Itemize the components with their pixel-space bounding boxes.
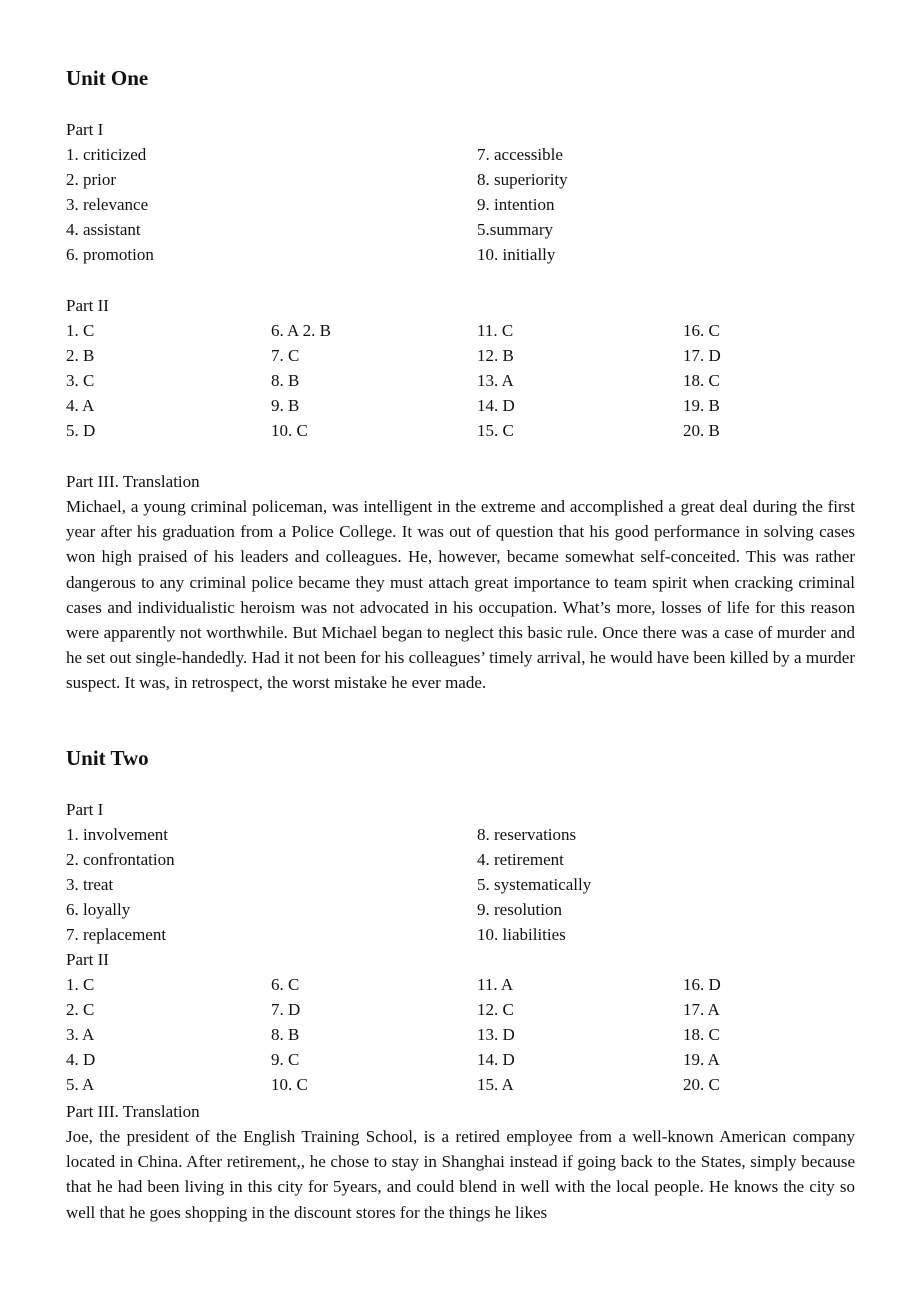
- answer-item: 3. relevance: [66, 195, 149, 214]
- answer-row: [66, 1047, 855, 1072]
- answer-item: 16. D: [683, 975, 721, 994]
- unit-two-part1-answers: [66, 822, 855, 947]
- answer-row: [66, 1072, 855, 1097]
- unit-two-part2-answers: [66, 972, 855, 1097]
- answer-item: 16. C: [683, 321, 720, 340]
- answer-item: 3. treat: [66, 875, 114, 894]
- answer-item: 9. intention: [477, 195, 555, 214]
- answer-item: 19. B: [683, 396, 720, 415]
- answer-item: 20. C: [683, 1075, 720, 1094]
- unit-two-part1-label: Part I: [66, 800, 104, 819]
- answer-item: 2. C: [66, 1000, 95, 1019]
- answer-item: 8. superiority: [477, 170, 568, 189]
- answer-item: 8. reservations: [477, 825, 577, 844]
- answer-row: [66, 897, 855, 922]
- answer-row: [66, 242, 855, 267]
- answer-row: [66, 922, 855, 947]
- answer-item: 6. C: [271, 975, 300, 994]
- answer-item: 4. D: [66, 1050, 96, 1069]
- answer-row: [66, 822, 855, 847]
- answer-item: 18. C: [683, 371, 720, 390]
- answer-item: 9. resolution: [477, 900, 562, 919]
- answer-item: 7. replacement: [66, 925, 167, 944]
- unit-one-translation: Michael, a young criminal policeman, was intelligent in the extreme and accomplished a great deal during the first year after his graduation from a Police College. It was out of question that his good performance in solving cases won high praised of his leaders and colleagues. He, however, became somewhat self-conceited. This was rather dangerous to any criminal police became they must attach great importance to team spirit when cracking criminal cases and individualistic heroism was not advocated in his occupation. What’s more, losses of life for this reason were apparently not worthwhile. But Michael began to neglect this basic rule. Once there was a case of murder and he set out single-handedly. Had it not been for his colleagues’ timely arrival, he would have been killed by a murder suspect. It was, in retrospect, the worst mistake he ever made.: [66, 497, 855, 693]
- answer-row: [66, 368, 855, 393]
- answer-item: 12. B: [477, 346, 514, 365]
- answer-item: 2. confrontation: [66, 850, 175, 869]
- answer-item: 1. criticized: [66, 145, 147, 164]
- answer-item: 5. systematically: [477, 875, 592, 894]
- answer-row: [66, 393, 855, 418]
- answer-item: 10. liabilities: [477, 925, 566, 944]
- answer-item: 6. loyally: [66, 900, 131, 919]
- answer-item: 1. C: [66, 321, 95, 340]
- answer-item: 2. prior: [66, 170, 117, 189]
- unit-one-part2-answers: [66, 318, 855, 443]
- unit-two-part3-label: Part III. Translation: [66, 1102, 200, 1121]
- answer-row: [66, 847, 855, 872]
- answer-item: 7. C: [271, 346, 300, 365]
- answer-item: 19. A: [683, 1050, 720, 1069]
- answer-item: 11. A: [477, 975, 514, 994]
- answer-row: [66, 997, 855, 1022]
- answer-item: 8. B: [271, 371, 300, 390]
- answer-row: [66, 1022, 855, 1047]
- answer-item: 5. D: [66, 421, 96, 440]
- answer-item: 10. initially: [477, 245, 556, 264]
- answer-item: 4. retirement: [477, 850, 564, 869]
- answer-row: [66, 142, 855, 167]
- answer-row: [66, 192, 855, 217]
- answer-item: 6. A 2. B: [271, 321, 331, 340]
- answer-item: 7. accessible: [477, 145, 563, 164]
- answer-item: 1. C: [66, 975, 95, 994]
- answer-row: [66, 872, 855, 897]
- answer-item: 13. D: [477, 1025, 515, 1044]
- answer-item: 17. D: [683, 346, 721, 365]
- answer-item: 2. B: [66, 346, 95, 365]
- answer-row: [66, 217, 855, 242]
- answer-item: 17. A: [683, 1000, 720, 1019]
- answer-row: [66, 972, 855, 997]
- answer-item: 9. C: [271, 1050, 300, 1069]
- unit-two-part2-label: Part II: [66, 950, 109, 969]
- answer-item: 1. involvement: [66, 825, 168, 844]
- answer-item: 7. D: [271, 1000, 301, 1019]
- answer-item: 12. C: [477, 1000, 514, 1019]
- answer-item: 18. C: [683, 1025, 720, 1044]
- answer-item: 3. A: [66, 1025, 95, 1044]
- answer-item: 10. C: [271, 421, 308, 440]
- answer-row: [66, 167, 855, 192]
- answer-row: [66, 343, 855, 368]
- answer-item: 14. D: [477, 396, 515, 415]
- answer-item: 20. B: [683, 421, 720, 440]
- answer-item: 15. A: [477, 1075, 514, 1094]
- answer-row: [66, 418, 855, 443]
- unit-one-part1-answers: [66, 142, 855, 267]
- unit-one-part3-label: Part III. Translation: [66, 472, 200, 491]
- answer-item: 13. A: [477, 371, 514, 390]
- answer-item: 14. D: [477, 1050, 515, 1069]
- answer-item: 9. B: [271, 396, 300, 415]
- answer-item: 8. B: [271, 1025, 300, 1044]
- unit-one-part1-label: Part I: [66, 120, 104, 139]
- answer-item: 5. A: [66, 1075, 95, 1094]
- answer-row: [66, 318, 855, 343]
- answer-item: 4. assistant: [66, 220, 141, 239]
- answer-item: 4. A: [66, 396, 95, 415]
- unit-one-part2-label: Part II: [66, 296, 109, 315]
- unit-one-title: Unit One: [66, 66, 149, 90]
- answer-item: 11. C: [477, 321, 514, 340]
- answer-item: 15. C: [477, 421, 514, 440]
- answer-item: 3. C: [66, 371, 95, 390]
- unit-two-translation: Joe, the president of the English Training School, is a retired employee from a well-known American company located in China. After retirement,, he chose to stay in Shanghai instead if going back to the States, simply because that he had been living in this city for 5years, and could blend in well with the local people. He knows the city so well that he goes shopping in the discount stores for the things he likes: [66, 1127, 855, 1222]
- answer-item: 6. promotion: [66, 245, 154, 264]
- answer-item: 5.summary: [477, 220, 554, 239]
- answer-item: 10. C: [271, 1075, 308, 1094]
- unit-two-title: Unit Two: [66, 746, 149, 770]
